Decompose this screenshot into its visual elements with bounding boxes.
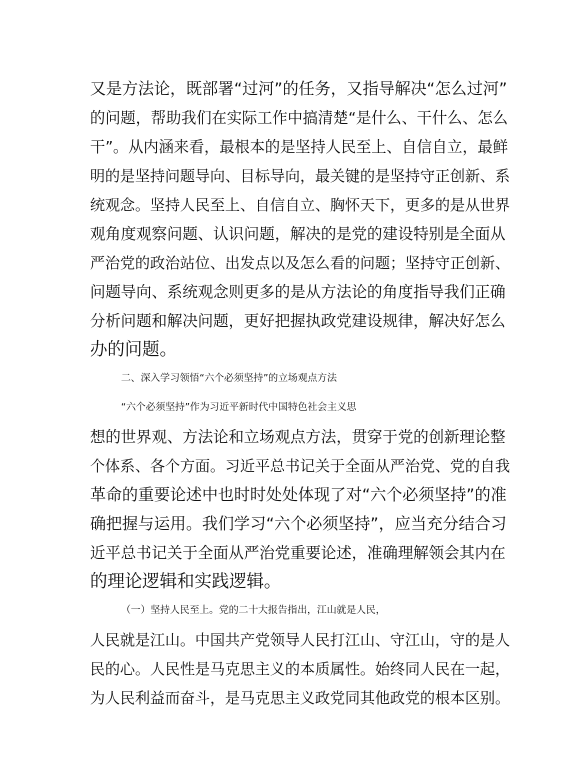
- paragraph-line: 明的是坚持问题导向、目标导向，最关键的是坚持守正创新、系: [90, 167, 511, 185]
- paragraph-line: 观角度观察问题、认识问题，解决的是党的建设特别是全面从: [90, 225, 506, 243]
- paragraph-line: （一）坚持人民至上。党的二十大报告指出，江山就是人民，: [121, 605, 386, 616]
- paragraph-line: 近平总书记关于全面从严治党重要论述，准确理解领会其内在: [90, 544, 506, 562]
- paragraph-line: 办的问题。: [90, 340, 177, 360]
- paragraph-line: 确把握与运用。我们学习“六个必须坚持”，应当充分结合习: [90, 514, 507, 533]
- paragraph-line: 的问题，帮助我们在实际工作中搞清楚“是什么、干什么、怎么: [90, 109, 508, 127]
- paragraph-line: 民的心。人民性是马克思主义的本质属性。始终同人民在一起，: [90, 660, 511, 678]
- paragraph-line: 干”。从内涵来看，最根本的是坚持人民至上、自信自立，最鲜: [90, 138, 508, 156]
- paragraph-line: 个体系、各个方面。习近平总书记关于全面从严治党、党的自我: [90, 457, 511, 475]
- paragraph-line: “六个必须坚持”作为习近平新时代中国特色社会主义思: [121, 402, 357, 413]
- paragraph-line: 想的世界观、方法论和立场观点方法，贯穿于党的创新理论整: [90, 428, 506, 446]
- paragraph-line: 分析问题和解决问题，更好把握执政党建设规律，解决好怎么: [90, 312, 506, 330]
- paragraph-line: 的理论逻辑和实践逻辑。: [90, 572, 282, 592]
- section-heading: 二、深入学习领悟“六个必须坚持”的立场观点方法: [121, 373, 337, 384]
- paragraph-line: 革命的重要论述中也时时处处体现了对“六个必须坚持”的准: [90, 485, 507, 504]
- paragraph-line: 为人民利益而奋斗，是马克思主义政党同其他政党的根本区别。: [90, 689, 511, 707]
- paragraph-line: 又是方法论，既部署“过河”的任务，又指导解决“怎么过河”: [90, 79, 508, 98]
- paragraph-line: 人民就是江山。中国共产党领导人民打江山、守江山，守的是人: [90, 631, 511, 649]
- paragraph-line: 统观念。坚持人民至上、自信自立、胸怀天下，更多的是从世界: [90, 196, 511, 214]
- paragraph-line: 严治党的政治站位、出发点以及怎么看的问题；坚持守正创新、: [90, 254, 511, 272]
- paragraph-line: 问题导向、系统观念则更多的是从方法论的角度指导我们正确: [90, 283, 506, 301]
